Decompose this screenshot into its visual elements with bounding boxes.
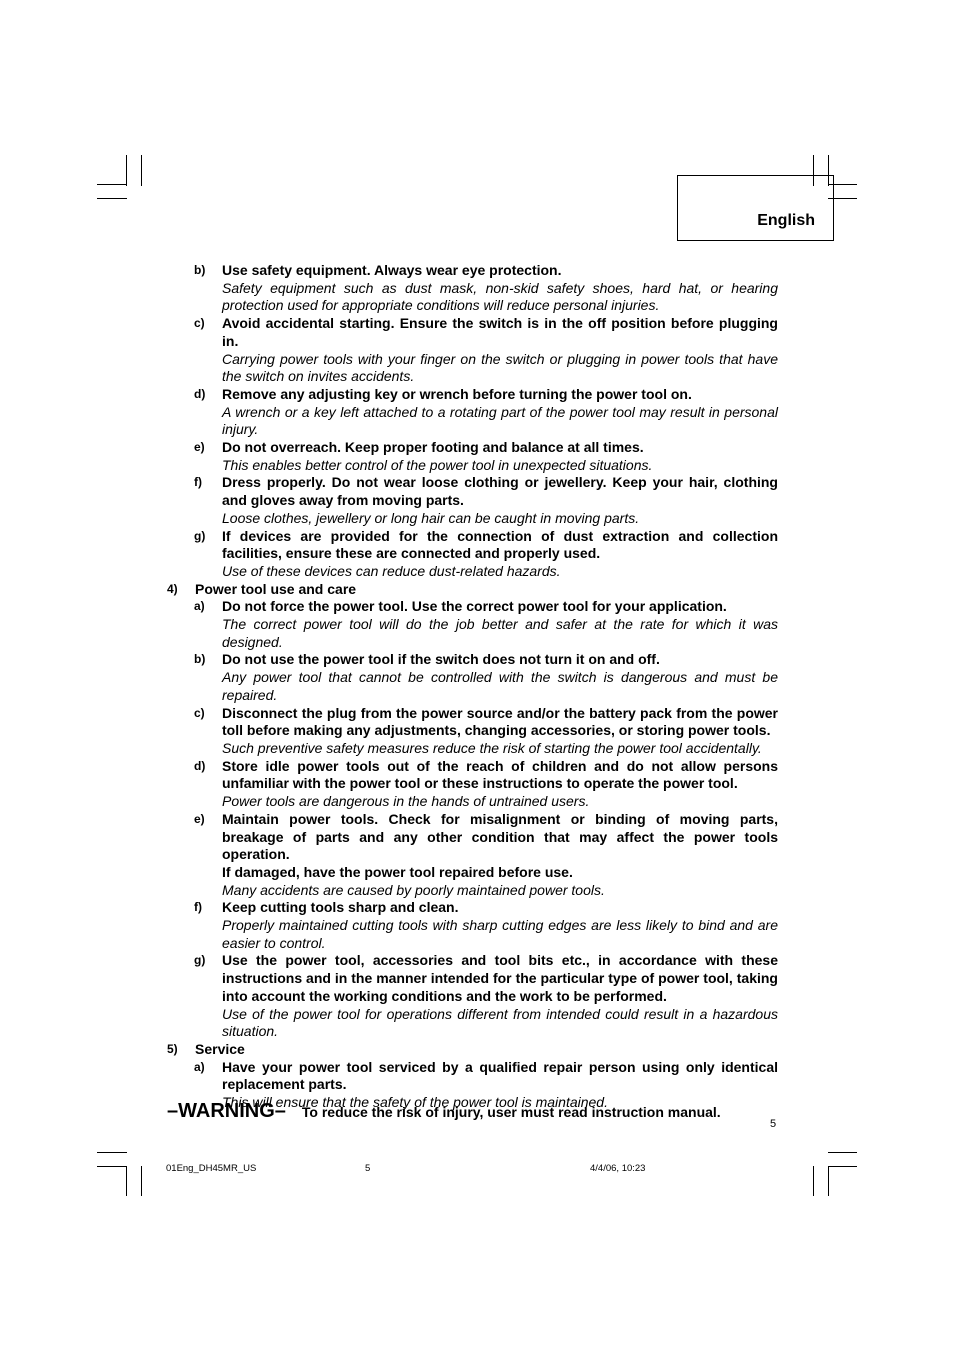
item-body: Carrying power tools with your finger on the switch or plugging in power tools that have the switch on invites accidents. — [222, 350, 778, 385]
list-item — [194, 315, 778, 386]
page-number: 5 — [770, 1118, 777, 1130]
warning-text: To reduce the risk of injury, user must read instruction manual. — [301, 1104, 721, 1120]
item-heading: Remove any adjusting key or wrench before turning the power tool on. — [222, 385, 692, 402]
item-label: e) — [194, 440, 205, 455]
item-label: f) — [194, 900, 202, 915]
section-label: 5) — [167, 1041, 178, 1056]
warning-heading: –WARNING– — [167, 1100, 286, 1122]
item-body: Properly maintained cutting tools with sharp cutting edges are less likely to bind and are easier to control. — [222, 917, 778, 951]
list-item — [194, 439, 778, 474]
item-heading: Store idle power tools out of the reach of children and do not allow persons unfamiliar with the power tool or these instructions to operate the power tool. — [222, 757, 778, 792]
item-label: d) — [194, 386, 206, 401]
item-label: a) — [194, 1059, 205, 1074]
item-body: This enables better control of the power tool in unexpected situations. — [222, 456, 653, 473]
item-heading: Do not force the power tool. Use the correct power tool for your application. — [222, 598, 727, 615]
footer-page: 5 — [365, 1163, 371, 1174]
item-heading: Do not use the power tool if the switch does not turn it on and off. — [222, 651, 660, 668]
list-item — [194, 705, 778, 758]
item-heading: Do not overreach. Keep proper footing and balance at all times. — [222, 439, 644, 456]
item-heading: Disconnect the plug from the power source and/or the battery pack from the power toll before making any adjustments, changing accessories, or storing power tools. — [222, 704, 778, 739]
item-label: d) — [194, 758, 206, 773]
item-body: A wrench or a key left attached to a rotating part of the power tool may result in personal injury. — [222, 403, 778, 438]
item-heading: Keep cutting tools sharp and clean. — [222, 899, 459, 916]
item-body: The correct power tool will do the job better and safer at the rate for which it was designed. — [222, 616, 778, 650]
list-item — [194, 474, 778, 527]
item-body: Use of these devices can reduce dust-related hazards. — [222, 562, 561, 579]
item-body: Power tools are dangerous in the hands of untrained users. — [222, 793, 590, 810]
item-body: This will ensure that the safety of the power tool is maintained. — [222, 1094, 608, 1111]
section-heading — [167, 581, 778, 599]
item-label: a) — [194, 599, 205, 614]
list-item — [194, 758, 778, 811]
item-label: e) — [194, 811, 205, 826]
item-body: Use of the power tool for operations different from intended could result in a hazardous situation. — [222, 1005, 778, 1040]
item-heading: Use the power tool, accessories and tool bits etc., in accordance with these instructions and in the manner intended for the particular type of power tool, taking into account the working conditions and the work to be performed. — [222, 952, 778, 1004]
language-tab — [677, 175, 834, 241]
item-body: Loose clothes, jewellery or long hair can be caught in moving parts. — [222, 509, 640, 526]
item-heading: Have your power tool serviced by a qualified repair person using only identical replacement parts. — [222, 1058, 778, 1093]
item-body: Safety equipment such as dust mask, non-skid safety shoes, hard hat, or hearing protection used for appropriate conditions will reduce personal injuries. — [222, 279, 778, 314]
section-label: 4) — [167, 581, 178, 596]
item-heading: Dress properly. Do not wear loose clothing or jewellery. Keep your hair, clothing and gloves away from moving parts. — [222, 474, 778, 509]
list-item — [194, 386, 778, 439]
item-heading: If devices are provided for the connection of dust extraction and collection facilities, ensure these are connected and properly used. — [222, 527, 778, 562]
section-title: Power tool use and care — [195, 580, 357, 597]
language-label: English — [757, 212, 815, 229]
item-label: g) — [194, 528, 206, 543]
list-item — [194, 952, 778, 1041]
item-label: c) — [194, 705, 205, 720]
section-title: Service — [195, 1040, 245, 1057]
item-heading: Use safety equipment. Always wear eye protection. — [222, 262, 562, 278]
item-heading: Maintain power tools. Check for misalignment or binding of moving parts, breakage of parts and any other condition that may affect the power tools operation. — [222, 810, 778, 863]
item-heading: Avoid accidental starting. Ensure the switch is in the off position before plugging in. — [222, 315, 778, 349]
item-body: Such preventive safety measures reduce the risk of starting the power tool accidentally. — [222, 739, 762, 756]
section-heading — [167, 1041, 778, 1059]
item-heading-extra: If damaged, have the power tool repaired before use. — [222, 863, 573, 880]
warning-notice — [167, 1100, 721, 1123]
list-item — [194, 811, 778, 900]
item-label: g) — [194, 953, 206, 968]
list-item — [194, 651, 778, 704]
list-item — [194, 598, 778, 651]
item-label: f) — [194, 475, 202, 490]
footer-file: 01Eng_DH45MR_US — [166, 1163, 257, 1174]
footer-date: 4/4/06, 10:23 — [590, 1163, 646, 1174]
item-body: Many accidents are caused by poorly maintained power tools. — [222, 881, 605, 898]
item-label: c) — [194, 316, 205, 331]
item-label: b) — [194, 263, 206, 277]
item-label: b) — [194, 652, 206, 667]
list-item — [194, 528, 778, 581]
list-item — [194, 899, 778, 952]
item-body: Any power tool that cannot be controlled with the switch is dangerous and must be repaired. — [222, 669, 778, 703]
list-item — [194, 262, 778, 315]
safety-instructions — [167, 262, 778, 1112]
